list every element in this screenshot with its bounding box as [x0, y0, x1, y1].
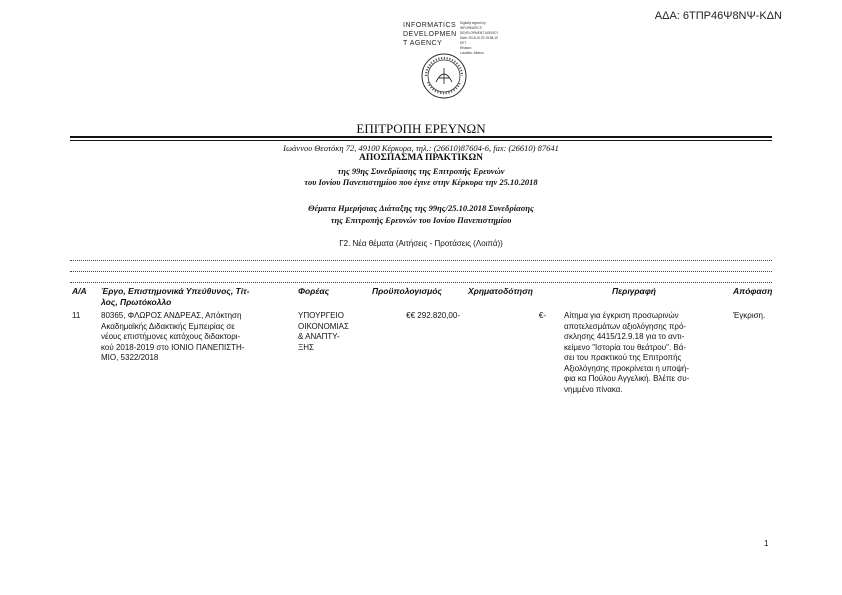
session-line-2: του Ιονίου Πανεπιστημίου που έγινε στην Κέρκυρα την 25.10.2018: [304, 177, 538, 187]
extract-title: ΑΠΟΣΠΑΣΜΑ ΠΡΑΚΤΙΚΩΝ: [359, 153, 483, 163]
committee-title: ΕΠΙΤΡΟΠΗ ΕΡΕΥΝΩΝ: [356, 121, 486, 136]
col-header-aa: Α/Α: [72, 286, 87, 296]
header-rule-thick: [70, 136, 772, 138]
col-header-description: Περιγραφή: [612, 286, 656, 296]
page-number: 1: [764, 539, 769, 548]
col-header-decision: Απόφαση: [733, 286, 773, 296]
agenda-line-1: Θέματα Ημερήσιας Διάταξης της 99ης/25.10.2018 Συνεδρίασης: [308, 203, 534, 213]
ada-code: ΑΔΑ: 6ΤΠΡ46Ψ8ΝΨ-ΚΔΝ: [654, 10, 782, 22]
agenda-line-2: της Επιτροπής Ερευνών του Ιονίου Πανεπιστημίου: [330, 215, 512, 225]
dotted-line: [70, 263, 772, 272]
col-header-budget: Προϋπολογισμός: [372, 286, 442, 296]
university-seal-icon: [420, 52, 468, 100]
cell-funding: €-: [538, 311, 546, 320]
header-rule-thin: [70, 140, 772, 141]
col-header-project: Έργο, Επιστημονικά Υπεύθυνος, Τίτ- λος, Πρωτόκολλο: [101, 286, 250, 307]
cell-project: 80365, ΦΛΩΡΟΣ ΑΝΔΡΕΑΣ, Απόκτηση Ακαδημαϊκής Διδακτικής Εμπειρίας σε νέους επιστήμονες κατόχους διδακτορι- κού 2018-2019 στο ΙΟΝΙΟ ΠΑΝΕΠΙΣΤΗ- ΜΙΟ, 5322/2018: [101, 311, 245, 362]
col-header-funding: Χρηματοδότηση: [468, 286, 533, 296]
dotted-line: [70, 252, 772, 261]
stamp-org-name: INFORMATICS DEVELOPMEN T AGENCY: [403, 22, 457, 47]
cell-body: ΥΠΟΥΡΓΕΙΟ ΟΙΚΟΝΟΜΙΑΣ & ΑΝΑΠΤΥ- ΞΗΣ: [298, 311, 349, 352]
dotted-line: [70, 274, 772, 283]
session-line-1: της 99ης Συνεδρίασης της Επιτροπής Ερευνών: [337, 166, 505, 176]
section-heading: Γ2. Νέα θέματα (Αιτήσεις - Προτάσεις (Λοιπά)): [339, 239, 503, 248]
cell-decision: Έγκριση.: [733, 311, 766, 320]
stamp-signature-details: Digitally signed by INFORMATICS DEVELOPMENT AGENCY Date: 2018.10.29 15:58:19 EET Reason: Location: Athens: [460, 21, 499, 55]
col-header-body: Φορέας: [298, 286, 330, 296]
cell-budget: €€ 292.820,00-: [406, 311, 460, 320]
address-line: Ιωάννου Θεοτόκη 72, 49100 Κέρκυρα, τηλ.: (26610)87604-6, fax: (26610) 87641: [283, 143, 559, 153]
cell-aa: 11: [72, 311, 81, 320]
cell-description: Αίτημα για έγκριση προσωρινών αποτελεσμάτων αξιολόγησης πρό- σκλησης 4415/12.9.18 για το αντι- κείμενο "Ιστορία του θεάτρου". Βά- σει του πρακτικού της Επιτροπής Αξιολόγησης προκρίνεται η υποψή- φια κα Πούλου Αγγελική. Βλέπε συ- νημμένο πίνακα.: [564, 311, 690, 394]
